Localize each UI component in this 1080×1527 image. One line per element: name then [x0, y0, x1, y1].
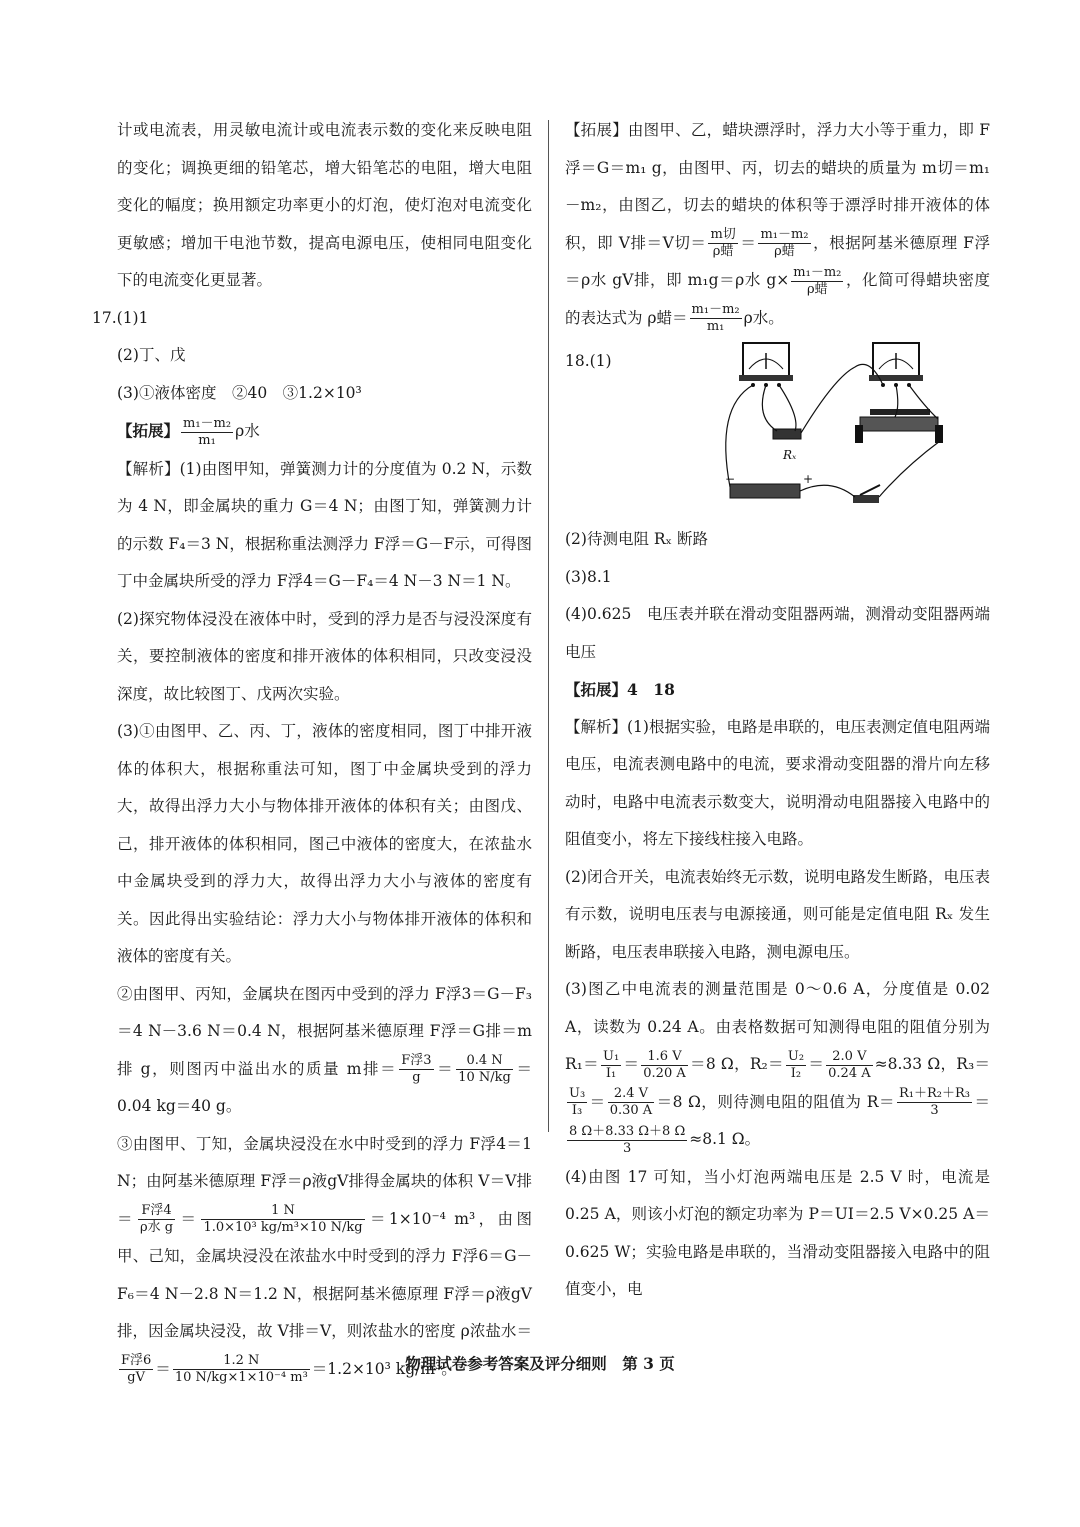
analysis-part3: (3)①由图甲、乙、丙、丁，液体的密度相同，图丁中排开液体的体积大，根据称重法可知，图丁中金属块受到的浮力大，故得出浮力大小与物体排开液体的体积有关；由图戊、己，排开液体的体积相同，图己中液体的密度大，在浓盐水中金属块受到的浮力大，故得出浮力大小与液体的密度有关。因此得出实验结论：浮力大小与物体排开液体的体积和液体的密度有关。 [117, 722, 532, 965]
right-extension-tail: ρ水。 [743, 308, 784, 327]
fraction [641, 1049, 687, 1082]
formula-text: ＝ [589, 1092, 606, 1111]
right-extension [565, 112, 990, 337]
fraction-numerator: 2.4 V [608, 1086, 654, 1103]
ammeter-icon [869, 343, 923, 387]
right-extension-text2: ，根据阿基米德原理 F浮＝ρ水 gV排，即 m₁g＝ρ水 g× [565, 233, 990, 289]
fraction [690, 302, 742, 335]
extension-fraction [181, 416, 233, 449]
fraction-denominator: g [412, 1070, 421, 1085]
q18-part1-label: 18.(1) [565, 352, 612, 370]
fraction-denominator: m₁ [706, 319, 725, 334]
formula-text: ＝ [973, 1092, 990, 1111]
fraction-denominator: m₁ [198, 432, 216, 448]
formula-text: ＝ [808, 1055, 825, 1073]
fraction [786, 1049, 806, 1082]
q17-part2: (2)丁、戊 [117, 346, 186, 364]
battery-icon [725, 472, 813, 498]
analysis-part5-tail: ＝1.2×10³ kg/m³。 [311, 1359, 457, 1378]
equals-sign: ＝ [177, 1209, 200, 1228]
fraction-numerator: F浮6 [121, 1353, 152, 1368]
fraction-numerator: 1 N [201, 1203, 364, 1220]
fraction [567, 1124, 687, 1157]
fraction-numerator: R₁＋R₂＋R₃ [898, 1086, 970, 1101]
right-extension-text3: ，化简可得蜡块密度的表达式为 ρ蜡＝ [565, 271, 990, 327]
fraction-denominator: I₂ [790, 1065, 802, 1081]
fraction-denominator: 10 N/kg×1×10⁻⁴ m³ [174, 1370, 308, 1385]
fraction-numerator: m₁－m₂ [760, 227, 809, 242]
r-analysis-part2: (2)闭合开关，电流表始终无示数，说明电路发生断路，电压表有示数，说明电压表与电源接通，则可能是定值电阻 Rₓ 发生断路，电压表串联接入电路，测电源电压。 [565, 867, 990, 961]
rx-label: Rₓ [783, 448, 797, 462]
q18-part1 [565, 343, 990, 521]
fraction-denominator: I₃ [571, 1103, 583, 1118]
q17-part3: (3)①液体密度 ②40 ③1.2×10³ [117, 383, 362, 402]
fraction [708, 227, 737, 260]
fraction-denominator: 0.24 A [828, 1065, 871, 1081]
fraction-numerator: 1.2 N [173, 1353, 310, 1370]
analysis-part2: (2)探究物体浸没在液体中时，受到的浮力是否与浸没深度有关，要控制液体的密度和排开液体的体积相同，只改变浸没深度，故比较图丁、戊两次实验。 [117, 609, 532, 703]
fraction [897, 1086, 972, 1119]
page-footer: 物理试卷参考答案及评分细则 第 3 页 [405, 1354, 675, 1373]
fraction [758, 227, 810, 260]
formula-text: ＝8 Ω，R₂＝ [689, 1055, 784, 1073]
r-analysis-part3 [565, 971, 990, 1159]
svg-text:+: + [803, 472, 814, 486]
right-extension-text: 【拓展】由图甲、乙，蜡块漂浮时，浮力大小等于重力，即 F浮＝G＝m₁ g，由图甲、丙，切去的蜡块的质量为 m切＝m₁－m₂，由图乙，切去的蜡块的体积等于漂浮时排开液体的体积，即 V排＝V切＝ [565, 121, 990, 252]
extension-tail: ρ水 [235, 422, 260, 440]
fraction-denominator: 1.0×10³ kg/m³×10 N/kg [203, 1220, 363, 1235]
equals-sign: ＝ [739, 233, 757, 252]
fraction-numerator: U₃ [569, 1086, 586, 1101]
r-analysis-part4: (4)由图 17 可知，当小灯泡两端电压是 2.5 V 时，电流是 0.25 A，则该小灯泡的额定功率为 P＝UI＝2.5 V×0.25 A＝0.625 W；实验电路是串联的，当滑动变阻器接入电路中的阻值变小，电 [565, 1167, 990, 1298]
fraction [456, 1053, 513, 1086]
fraction-numerator: m切 [710, 227, 736, 242]
fraction-denominator: ρ水 g [139, 1220, 174, 1235]
fraction-denominator: 10 N/kg [458, 1070, 511, 1085]
analysis-part5-middle: ＝1×10⁻⁴ m³，由图甲、己知，金属块浸没在浓盐水中时受到的浮力 F浮6＝G－F₆＝4 N－2.8 N＝1.2 N，根据阿基米德原理 F浮＝ρ液gV排，因金属块浸没，故 V排＝V，则浓盐水的密度 ρ浓盐水＝ [117, 1209, 532, 1340]
fraction-denominator: ρ蜡 [712, 244, 734, 259]
fraction [791, 265, 843, 298]
svg-text:−: − [725, 472, 736, 486]
fraction-denominator: gV [127, 1370, 145, 1385]
fraction-denominator: 3 [622, 1140, 632, 1156]
fraction-denominator: ρ蜡 [807, 281, 828, 297]
circuit-diagram [655, 337, 965, 512]
fraction [138, 1203, 175, 1236]
fraction-numerator: U₂ [787, 1048, 805, 1064]
analysis-part4-text: ②由图甲、丙知，金属块在图丙中受到的浮力 F浮3＝G－F₃＝4 N－3.6 N＝0.4 N，根据阿基米德原理 F浮＝G排＝m排 g，则图丙中溢出水的质量 m排＝ [117, 984, 532, 1078]
fraction-denominator: I₁ [605, 1065, 617, 1081]
fraction-denominator: 0.20 A [643, 1065, 686, 1081]
voltmeter-icon [739, 343, 793, 387]
fraction [826, 1049, 872, 1082]
fraction [399, 1053, 433, 1086]
rheostat-icon [855, 409, 943, 443]
fraction-denominator: ρ蜡 [774, 244, 795, 259]
q18-extension: 【拓展】4 18 [565, 680, 675, 699]
fraction [567, 1086, 587, 1119]
analysis-part5-text: ③由图甲、丁知，金属块浸没在水中时受到的浮力 F浮4＝1 N；由阿基米德原理 F浮＝ρ液gV排得金属块的体积 V＝V排＝ [117, 1134, 532, 1228]
q17-extension [92, 412, 532, 451]
fraction-numerator: 2.0 V [826, 1049, 872, 1066]
fraction-numerator: m₁－m₂ [793, 264, 842, 280]
fraction-numerator: U₁ [602, 1048, 620, 1064]
analysis-part4-tail: ＝0.04 kg＝40 g。 [117, 1059, 532, 1115]
fraction-numerator: 8 Ω＋8.33 Ω＋8 Ω [569, 1123, 686, 1139]
fraction-numerator: 0.4 N [456, 1053, 513, 1070]
analysis-part1: 【解析】(1)由图甲知，弹簧测力计的分度值为 0.2 N，示数为 4 N，即金属块的重力 G＝4 N；由图丁知，弹簧测力计的示数 F₄＝3 N，根据称重法测浮力 F浮＝G－F示，可得图丁中金属块所受的浮力 F浮4＝G－F₄＝4 N－3 N＝1 N。 [117, 459, 532, 590]
r-analysis-part3-text: (3)图乙中电流表的测量范围是 0～0.6 A，分度值是 0.02 A，读数为 0.24 A。由表格数据可知测得电阻的阻值分别为 R₁＝ [565, 980, 990, 1073]
fraction-numerator: m₁－m₂ [183, 415, 232, 431]
left-column [92, 112, 532, 1388]
fraction-numerator: m₁－m₂ [691, 302, 740, 317]
r-analysis-part1: 【解析】(1)根据实验，电路是串联的，电压表测定值电阻两端电压，电流表测电路中的电流，要求滑动变阻器的滑片向左移动时，电路中电流表示数变大，说明滑动电阻器接入电路中的阻值变小，将左下接线柱接入电路。 [565, 717, 990, 848]
switch-icon [853, 485, 880, 503]
column-divider [548, 120, 549, 1132]
q18-part4: (4)0.625 电压表并联在滑动变阻器两端，测滑动变阻器两端电压 [565, 605, 990, 661]
formula-text: ≈8.1 Ω。 [689, 1130, 761, 1148]
right-column [565, 112, 990, 1309]
fraction-numerator: F浮4 [138, 1203, 175, 1220]
fraction [201, 1203, 364, 1236]
intro-paragraph: 计或电流表，用灵敏电流计或电流表示数的变化来反映电阻的变化；调换更细的铅笔芯，增大铅笔芯的电阻，增大电阻变化的幅度；换用额定功率更小的灯泡，使灯泡对电流变化更敏感；增加干电池节数，提高电源电压，使相同电阻变化下的电流变化更显著。 [117, 121, 532, 289]
formula-text: ＝ [623, 1055, 640, 1073]
fraction-numerator: F浮3 [401, 1053, 432, 1068]
fraction-denominator: 0.30 A [609, 1103, 653, 1118]
q17-part1: 17.(1)1 [92, 308, 149, 327]
formula-text: ≈8.33 Ω，R₃＝ [874, 1055, 990, 1073]
q18-part2: (2)待测电阻 Rₓ 断路 [565, 530, 709, 548]
fraction [608, 1086, 654, 1119]
analysis-part4 [92, 976, 532, 1126]
q18-part3: (3)8.1 [565, 567, 612, 586]
fraction-numerator: 1.6 V [641, 1049, 687, 1066]
equals-sign: ＝ [435, 1059, 455, 1078]
fraction-denominator: 3 [930, 1103, 939, 1118]
extension-label: 【拓展】 [117, 421, 180, 440]
fraction [601, 1049, 621, 1082]
formula-text: ＝8 Ω，则待测电阻的阻值为 R＝ [656, 1092, 895, 1111]
analysis-part5 [92, 1126, 532, 1389]
equals-sign: ＝ [155, 1359, 171, 1378]
